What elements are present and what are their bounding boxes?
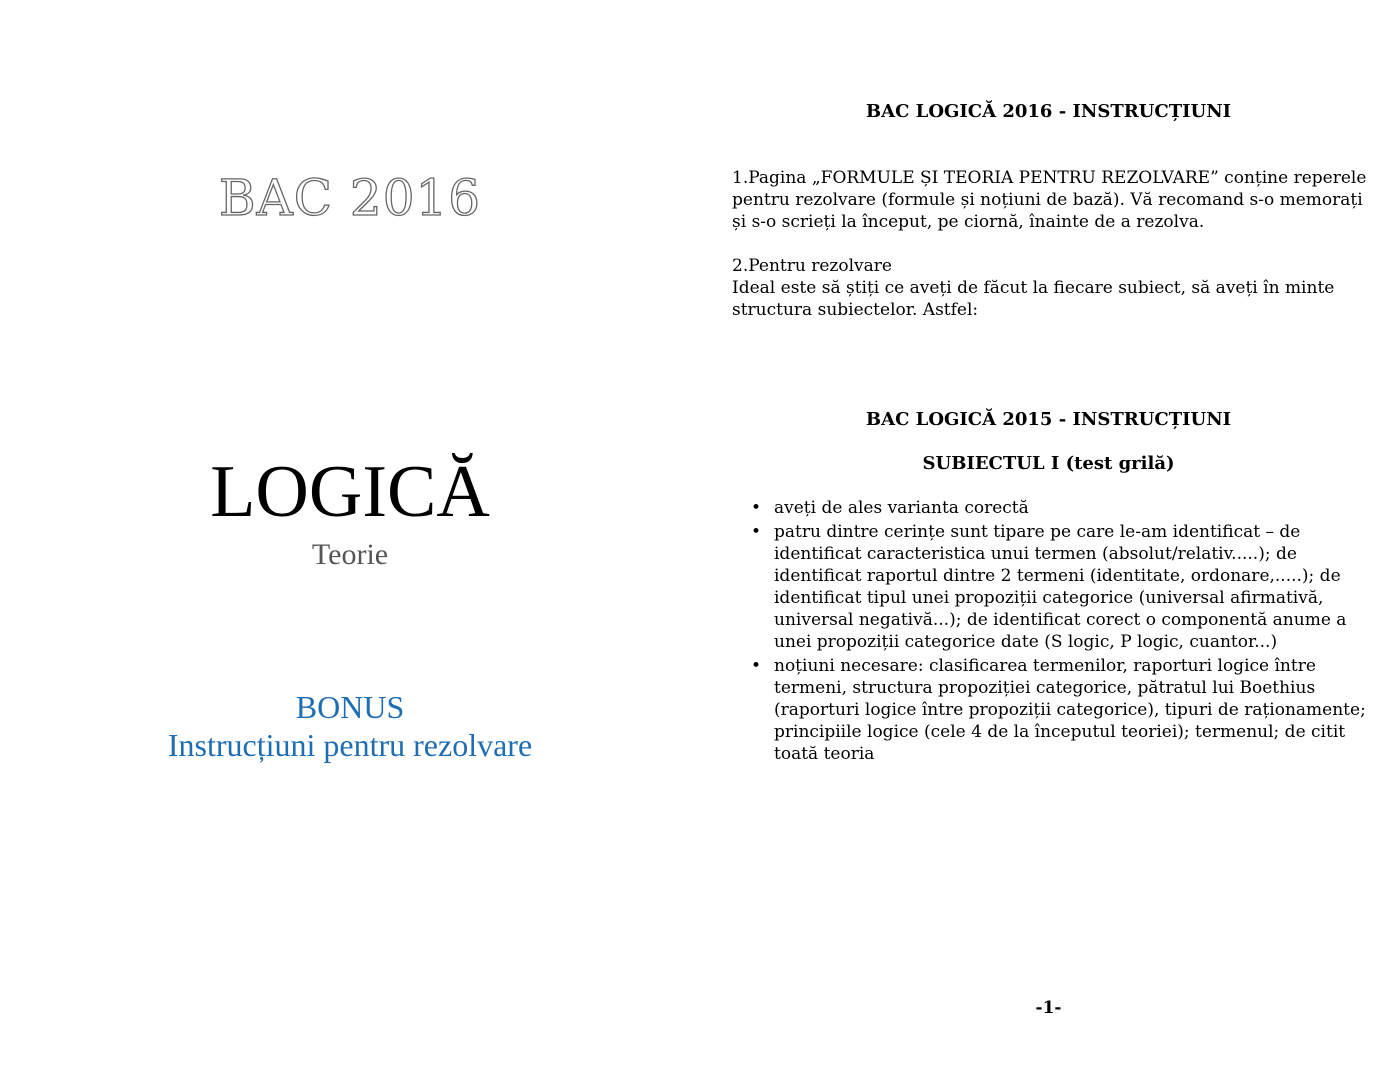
page-number: -1- [1035, 998, 1062, 1018]
list-item [732, 497, 1372, 519]
bullet-icon: • [751, 656, 762, 676]
subject-heading: SUBIECTUL I (test grilă) [922, 453, 1175, 474]
cover-bonus-line1: BONUS [295, 689, 405, 725]
point-2-body: Ideal este să știți ce aveți de făcut la fiecare subiect, să aveți în minte structura subiectelor. Astfel: [732, 278, 1335, 320]
instructions-page [700, 0, 1397, 1080]
bullet-icon: • [751, 498, 762, 518]
heading-2015: BAC LOGICĂ 2015 - INSTRUCȚIUNI [865, 409, 1232, 430]
list-item-text: aveți de ales varianta corectă [774, 498, 1029, 518]
requirements-list [732, 497, 1372, 767]
bullet-icon: • [751, 522, 762, 542]
list-item-text: patru dintre cerințe sunt tipare pe care le-am identificat – de identificat caracteristica unui termen (absolut/relativ.....); de identificat raportul dintre 2 termeni (identitate, ordonare,.....); de identificat tipul unei propoziții categorice (universal afirmativă, universal negativă...); de identificat corect o componentă anume a unei propoziții categorice date (S logic, P logic, cuantor...) [774, 522, 1347, 652]
cover-bonus-line2: Instrucțiuni pentru rezolvare [167, 727, 533, 763]
list-item [732, 521, 1372, 653]
cover-year: BAC 2016 [218, 169, 482, 227]
cover-title: LOGICĂ [210, 451, 490, 533]
cover-subtitle: Teorie [311, 538, 389, 571]
heading-2016: BAC LOGICĂ 2016 - INSTRUCȚIUNI [865, 101, 1232, 122]
point-2-title: 2.Pentru rezolvare [732, 256, 892, 276]
list-item [732, 655, 1372, 765]
cover-bonus [0, 688, 700, 764]
point-1: 1.Pagina „FORMULE ȘI TEORIA PENTRU REZOLVARE” conține reperele pentru rezolvare (formule și noțiuni de bază). Vă recomand s-o memorați și s-o scrieți la început, pe ciornă, înainte de a rezolva. [732, 168, 1367, 232]
list-item-text: noțiuni necesare: clasificarea termenilor, raporturi logice între termeni, structura propoziției categorice, pătratul lui Boethius (raporturi logice între propoziții categorice), tipuri de raționamente; principiile logice (cele 4 de la începutul teoriei); termenul; de citit toată teoria [774, 656, 1366, 764]
